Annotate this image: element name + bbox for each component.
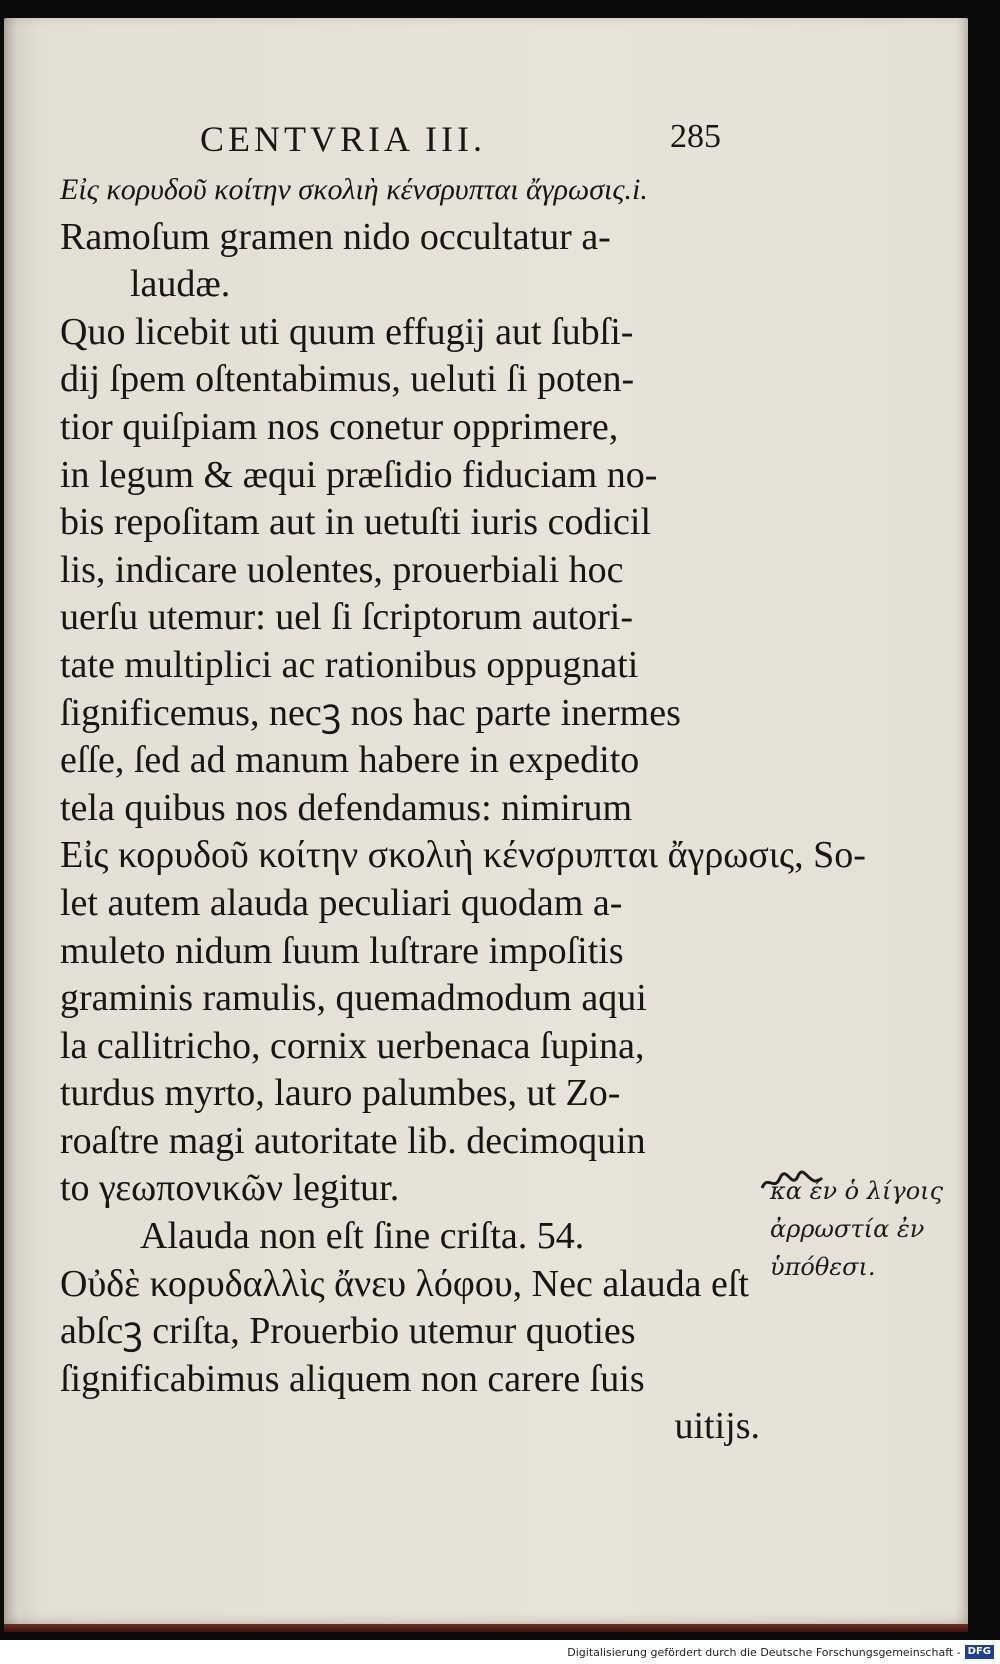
page-bottom-edge [4, 1624, 968, 1632]
text-line: uerſu utemur: uel ſi ſcriptorum autori- [60, 596, 634, 639]
text-line: bis repoſitam aut in uetuſti iuris codicil [60, 501, 652, 544]
page-header [200, 118, 740, 162]
text-line: uitijs. [674, 1405, 760, 1448]
marginal-note-line: ἀρρωστία ἐν [770, 1215, 925, 1243]
marginal-note-line: ὑπόθεσι. [770, 1253, 876, 1281]
text-line: tior quiſpiam nos conetur opprimere, [60, 405, 619, 448]
text-line: muleto nidum ſuum luſtrare impoſitis [60, 929, 624, 972]
footer-bar [0, 1640, 1000, 1664]
text-line: turdus myrto, lauro palumbes, ut Zo- [60, 1072, 621, 1115]
text-line: laudæ. [130, 263, 231, 306]
text-line: roaſtre magi autoritate lib. decimoquin [60, 1119, 646, 1162]
text-line: let autem alauda peculiari quodam a- [60, 881, 623, 924]
text-line: tela quibus nos defendamus: nimirum [60, 786, 633, 829]
marginal-note-line: κα ἐν ὁ λίγοις [770, 1177, 944, 1205]
text-line: in legum & æqui præſidio fiduciam no- [60, 453, 658, 496]
text-line-greek-mixed: Οὐδὲ κορυδαλλὶς ἄνευ λόφου, Nec alauda eſt [60, 1262, 749, 1305]
running-head: CENTVRIA III. [200, 119, 486, 159]
text-line-greek-mixed: Εἰς κορυδοῦ κοίτην σκολιὴ κένσρυπται ἄγρωσις, So- [60, 834, 866, 877]
text-line: ſignificemus, necꝫ nos hac parte inermes [60, 691, 681, 734]
text-line: la callitricho, cornix uerbenaca ſupina, [60, 1024, 645, 1067]
page-number: 285 [670, 118, 721, 155]
text-line: tate multiplici ac rationibus oppugnati [60, 643, 639, 686]
handwritten-marginal-note [770, 1172, 970, 1286]
text-line: to γεωπονικῶν legitur. [60, 1167, 400, 1210]
text-line: Quo licebit uti quum effugij aut ſubſi- [60, 310, 634, 353]
text-line: lis, indicare uolentes, prouerbiali hoc [60, 548, 624, 591]
text-line: graminis ramulis, quemadmodum aqui [60, 977, 647, 1020]
text-line: ſignificabimus aliquem non carere ſuis [60, 1357, 645, 1400]
text-line: eſſe, ſed ad manum habere in expedito [60, 739, 640, 782]
dfg-logo: DFG [965, 1645, 994, 1659]
text-line: dij ſpem oſtentabimus, ueluti ſi poten- [60, 358, 635, 401]
text-line: abſcꝫ criſta, Prouerbio utemur quoties [60, 1310, 636, 1353]
funding-credit: Digitalisierung gefördert durch die Deutsche Forschungsgemeinschaft - [567, 1645, 961, 1659]
proverb-heading: Alauda non eſt ſine criſta. 54. [140, 1215, 585, 1258]
text-line: Ramoſum gramen nido occultatur a- [60, 215, 611, 258]
text-line: Εἰς κορυδοῦ κοίτην σκολιὴ κένσρυπται ἄγρωσις.i. [60, 173, 648, 206]
